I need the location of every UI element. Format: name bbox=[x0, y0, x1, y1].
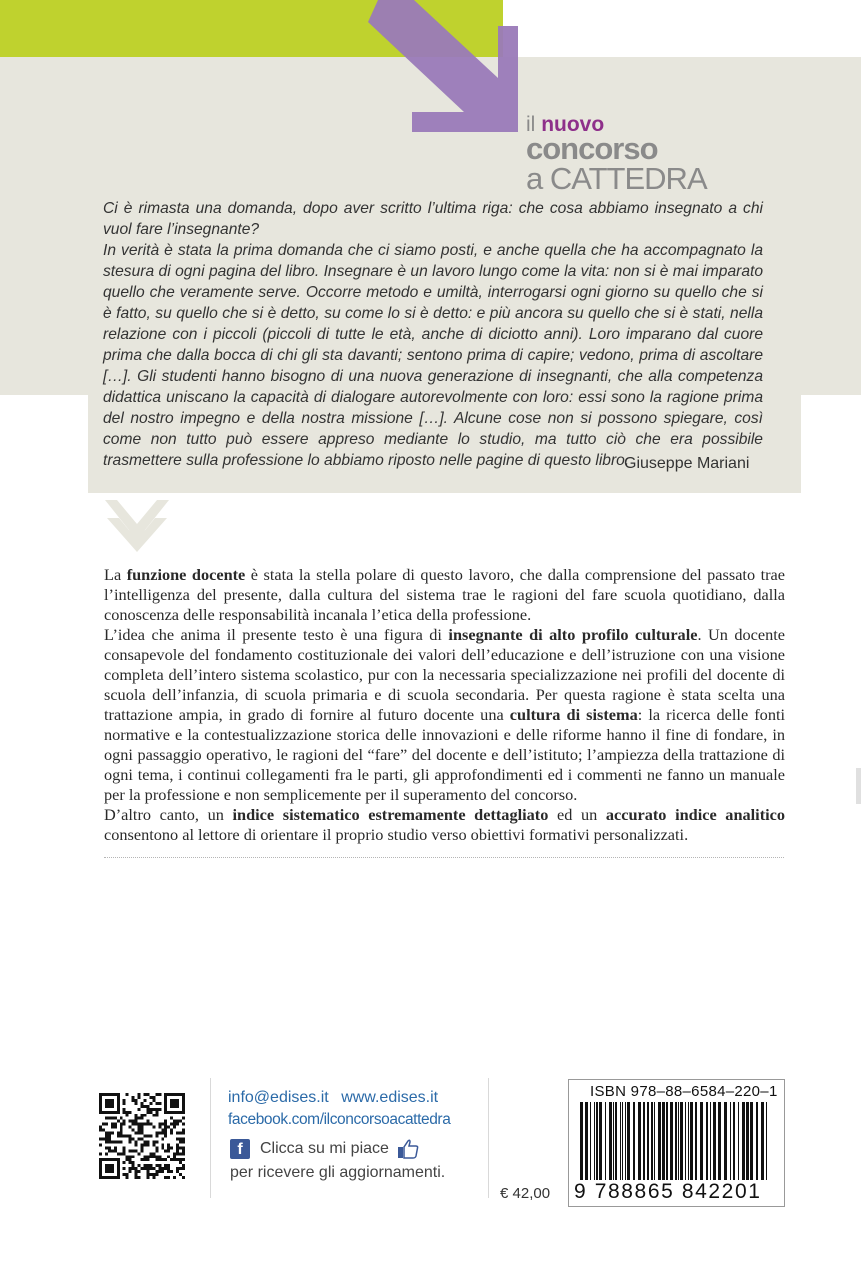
quote-author: Giuseppe Mariani bbox=[624, 455, 750, 472]
like-text: Clicca su mi piace bbox=[260, 1140, 389, 1157]
dotted-divider bbox=[104, 857, 784, 858]
thumbs-up-icon[interactable] bbox=[397, 1139, 419, 1159]
logo-cattedra: a CATTEDRA bbox=[526, 161, 707, 196]
description-body bbox=[104, 565, 785, 845]
barcode bbox=[578, 1102, 774, 1188]
facebook-link[interactable]: facebook.com/ilconcorsoacattedra bbox=[228, 1111, 451, 1128]
logo-concorso: concorso bbox=[526, 131, 658, 166]
like-line bbox=[230, 1139, 419, 1159]
quote-paragraph-1: Ci è rimasta una domanda, dopo aver scritto l’ultima riga: che cosa abbiamo insegnato a chi vuol fare l’insegnante? bbox=[103, 200, 763, 238]
bold-term: funzione docente bbox=[126, 565, 246, 584]
update-text: per ricevere gli aggiornamenti. bbox=[230, 1164, 446, 1181]
text-span: : la ricerca delle fonti normative e la contestualizzazione storica delle innovazioni e delle riforme hanno il fine di fondare, in ogni passaggio operativo, le ragioni del “fare” del docente e dell’istituto; l’ampiezza della trattazione di ogni tema, i continui collegamenti fra le parti, gli approfondimenti ed i commenti ne fanno un manuale per la professione e non semplicemente per il superamento del concorso. bbox=[104, 705, 786, 804]
email-link[interactable]: info@edises.it bbox=[228, 1089, 329, 1106]
logo-il: il bbox=[526, 113, 536, 136]
website-link[interactable]: www.edises.it bbox=[341, 1089, 439, 1106]
footer-separator bbox=[488, 1078, 489, 1198]
text-span: L’idea che anima il presente testo è una figura di bbox=[104, 625, 449, 644]
barcode-number: 9 788865 842201 bbox=[574, 1180, 762, 1203]
text-span: è stata la stella polare di questo lavoro, che dalla comprensione del passato trae l’intelligenza del presente, dalla cultura del sistema trae le ragioni del fare scuola quotidiano, dalla conoscenza delle responsabilità incanala l’etica della professione. bbox=[104, 565, 786, 624]
isbn-label: ISBN 978–88–6584–220–1 bbox=[590, 1083, 778, 1100]
text-span: La bbox=[104, 565, 127, 584]
contact-info bbox=[228, 1087, 450, 1131]
description-paragraph-3 bbox=[104, 805, 785, 845]
edge-mark bbox=[856, 768, 861, 804]
quote-block bbox=[103, 198, 763, 471]
series-logo bbox=[526, 114, 707, 194]
facebook-icon[interactable]: f bbox=[230, 1139, 250, 1159]
qr-code[interactable] bbox=[99, 1093, 185, 1179]
text-span: . Un docente consapevole del fondamento costituzionale dei valori dell’educazione e dell’istruzione con una visione completa dell’intero sistema scolastico, pur con la necessaria specializzazione nei profili del docente di scuola dell’infanzia, di scuola primaria e di scuola secondaria. Per questa ragione è stata scelta una trattazione ampia, in grado di fornire al futuro docente una bbox=[104, 625, 785, 724]
logo-nuovo: nuovo bbox=[541, 113, 605, 136]
text-span: consentono al lettore di orientare il proprio studio verso obiettivi formativi personalizzati. bbox=[104, 825, 689, 844]
description-paragraph-1 bbox=[104, 565, 785, 625]
description-paragraph-2 bbox=[104, 625, 785, 805]
down-arrow-icon bbox=[105, 500, 169, 552]
bold-term: accurato indice analitico bbox=[605, 805, 786, 824]
bold-term: cultura di sistema bbox=[509, 705, 638, 724]
quote-paragraph-2: In verità è stata la prima domanda che ci siamo posti, e anche quella che ha accompagnato la stesura di ogni pagina del libro. Insegnare è un lavoro lungo come la vita: non si è mai imparato quello che veramente serve. Occorre metodo e umiltà, interrogarsi ogni giorno su quello che si è fatto, su quello che si è detto, su come lo si è detto: e più ancora su quello che si è stati, nella relazione con i piccoli (piccoli di tutte le età, anche di diciotto anni). Loro imparano dal cuore prima che dalla bocca di chi gli sta davanti; sentono prima di capire; vedono, prima di ascoltare […]. Gli studenti hanno bisogno di una nuova generazione di insegnanti, che alla competenza didattica uniscano la capacità di dialogare autorevolmente con loro: essi sono la ragione prima del nostro impegno e della nostra missione […]. Alcune cose non si possono spiegare, così come non tutto può essere appreso mediante lo studio, ma tutto ciò che era possibile trasmettere sulla professione lo abbiamo riposto nelle pagine di questo libro. bbox=[103, 242, 763, 469]
price-label: € 42,00 bbox=[500, 1185, 551, 1202]
text-span: ed un bbox=[548, 805, 606, 824]
bold-term: indice sistematico estremamente dettagliato bbox=[232, 805, 549, 824]
bold-term: insegnante di alto profilo culturale bbox=[448, 625, 698, 644]
text-span: D’altro canto, un bbox=[104, 805, 233, 824]
purple-arrow-icon bbox=[368, 0, 518, 132]
footer-separator bbox=[210, 1078, 211, 1198]
